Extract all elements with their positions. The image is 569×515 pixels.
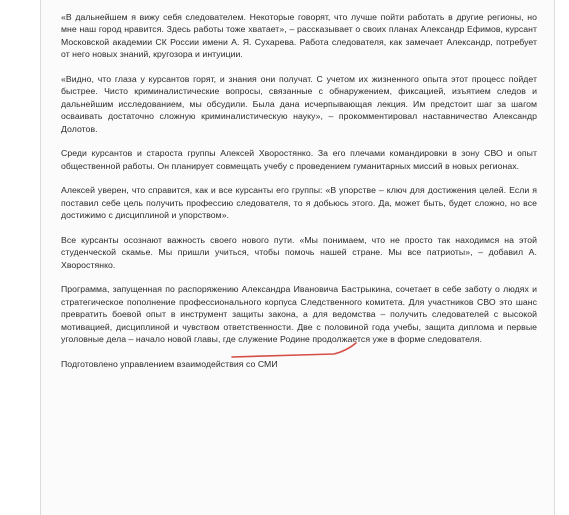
paragraph-khvorostyanko-intro: Среди курсантов и староста группы Алексей Хворостянко. За его плечами командировки в зону СВО и опыт общественной работы. Он планирует совмещать учебу с проведением гуманитарных миссий в новых регионах. (61, 148, 537, 171)
paragraph-quote-efimov: «В дальнейшем я вижу себя следователем. Некоторые говорят, что лучше пойти работать в другие регионы, но мне наш город нравится. Здесь работы тоже хватает», – рассказывает о своих планах Александр Ефимов, курсант Московской академии СК России имени А. Я. Сухарева. Работа следователя, как замечает Александр, потребует от него новых знаний, кругозора и интуиции. (61, 12, 537, 60)
article-body (61, 11, 537, 382)
paragraph-khvorostyanko-quote: Алексей уверен, что справится, как и все курсанты его группы: «В упорстве – ключ для достижения целей. Если я поставил себе цель получить профессию следователя, то я добьюсь этого. Да, может быть, будет сложно, но все достижимо с дисциплиной и упорством». (61, 185, 537, 221)
document-page (40, 0, 555, 515)
paragraph-quote-dolotov: «Видно, что глаза у курсантов горят, и знания они получат. С учетом их жизненного опыта этот процесс пойдет быстрее. Чисто криминалистические вопросы, связанные с обнаружением, фиксацией, изъятием следов и дальнейшим исследованием, мы обсудили. Была дана исчерпывающая лекция. Им предстоит шаг за шагом осваивать достаточно сложную криминалистическую науку», – прокомментировал наставничество Александр Долотов. (61, 73, 537, 134)
article-footer: Подготовлено управлением взаимодействия со СМИ (61, 358, 278, 369)
paragraph-program-summary: Программа, запущенная по распоряжению Александра Ивановича Бастрыкина, сочетает в себе заботу о людях и стратегическое пополнение профессионального корпуса Следственного комитета. Для участников СВО это шанс превратить боевой опыт в инструмент защиты закона, а для ведомства – получить следователей с высокой мотивацией, дисциплиной и чувством ответственности. Две с половиной года учебы, защита диплома и первые уголовные дела – начало новой главы, где служение Родине продолжается уже в форме следователя. (61, 284, 537, 345)
paragraph-patriots-quote: Все курсанты осознают важность своего нового пути. «Мы понимаем, что не просто так находимся на этой студенческой скамье. Мы пришли учиться, чтобы помочь нашей стране. Мы все патриоты», – добавил А. Хворостянко. (61, 234, 537, 270)
